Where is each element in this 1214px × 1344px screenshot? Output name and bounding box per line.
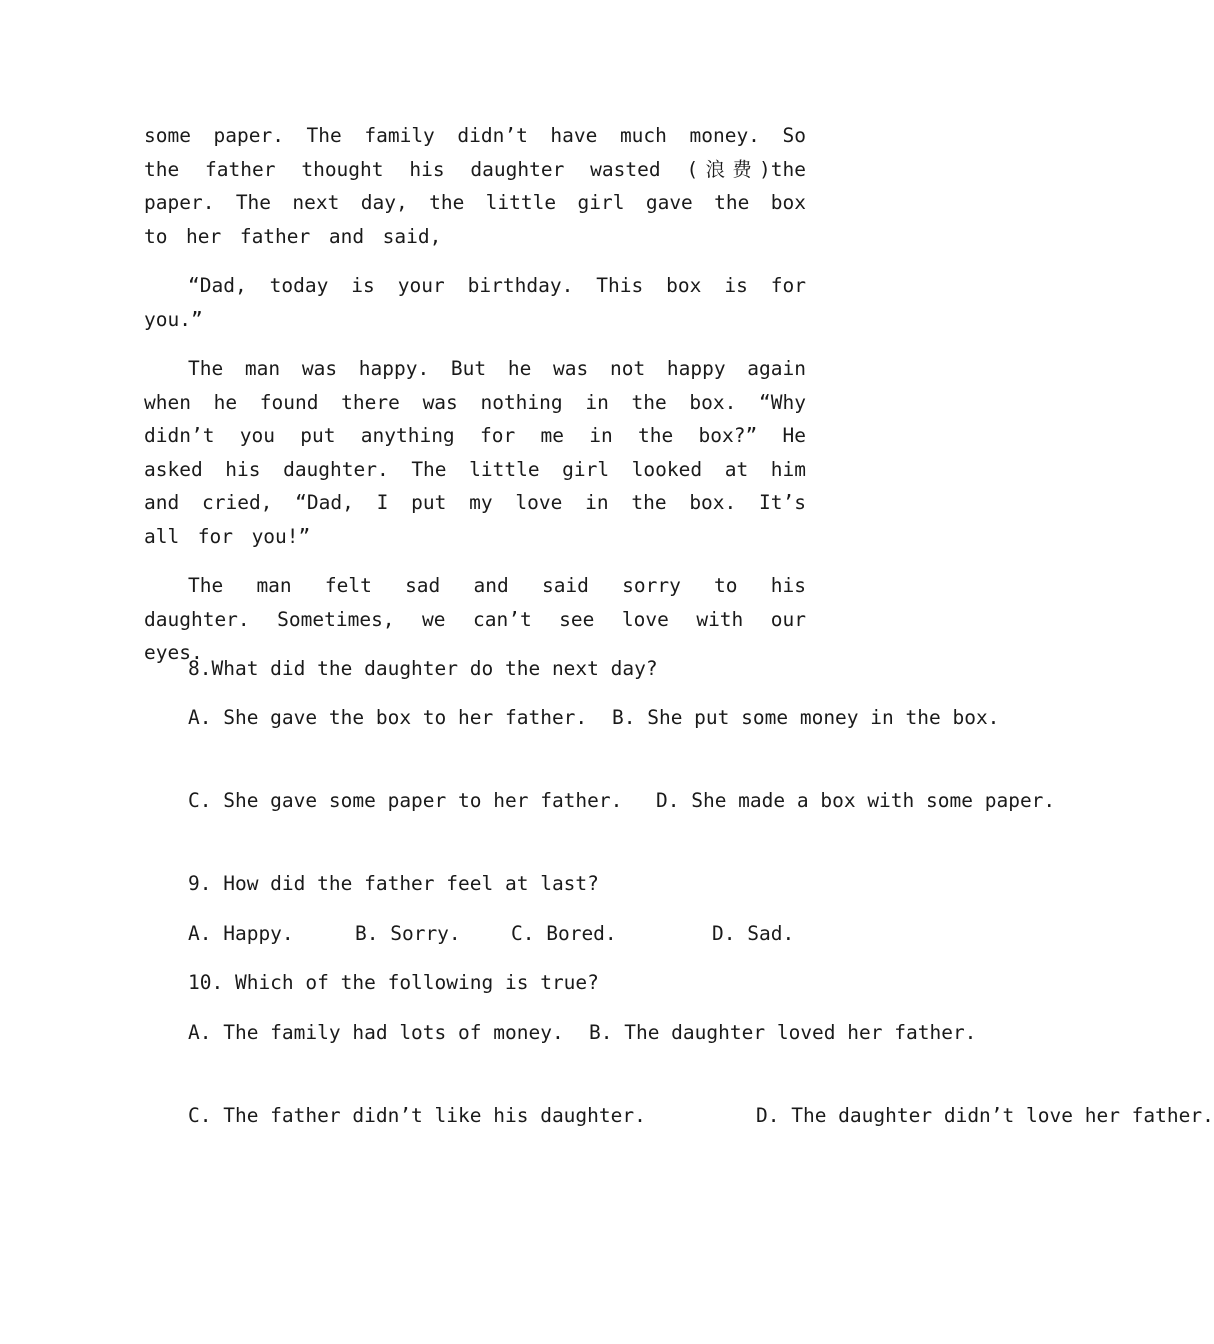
- story-paragraph-2: [144, 269, 806, 336]
- story-paragraph-1: some paper. The family didn’t have much money. So the father thought his daughter wasted (浪费)the paper. The next day, the little girl gave the box to her father and said,: [144, 124, 806, 248]
- question-9-option-b: B. Sorry.: [355, 922, 461, 945]
- question-10-option-c: C. The father didn’t like his daughter.: [188, 1104, 646, 1127]
- question-10-option-a: A. The family had lots of money.: [188, 1021, 564, 1044]
- question-8-option-a: A. She gave the box to her father.: [188, 706, 588, 729]
- question-10-stem: 10. Which of the following is true?: [188, 971, 599, 994]
- question-10-option-b: B. The daughter loved her father.: [589, 1021, 977, 1044]
- question-8-option-b: B. She put some money in the box.: [612, 706, 1000, 729]
- question-8-stem: 8.What did the daughter do the next day?: [188, 657, 658, 680]
- story-paragraph-3-text: The man was happy. But he was not happy again when he found there was nothing in the box. “Why didn’t you put anything for me in the box?” He asked his daughter. The little girl looked at him and cried, “Dad, I put my love in the box. It’s all for you!”: [144, 357, 806, 548]
- question-8-option-d: D. She made a box with some paper.: [656, 789, 1056, 812]
- question-10-option-d: D. The daughter didn’t love her father.: [756, 1104, 1214, 1127]
- story-paragraph-4-text: The man felt sad and said sorry to his daughter. Sometimes, we can’t see love with our eyes.: [144, 574, 806, 664]
- question-9-option-d: D. Sad.: [712, 922, 795, 945]
- story-paragraph-3: [144, 352, 806, 553]
- question-8-option-c: C. She gave some paper to her father.: [188, 789, 623, 812]
- question-9-stem: 9. How did the father feel at last?: [188, 872, 599, 895]
- story-paragraph-2-text: “Dad, today is your birthday. This box is for you.”: [144, 274, 806, 331]
- question-9-option-c: C. Bored.: [511, 922, 617, 945]
- question-9-option-a: A. Happy.: [188, 922, 294, 945]
